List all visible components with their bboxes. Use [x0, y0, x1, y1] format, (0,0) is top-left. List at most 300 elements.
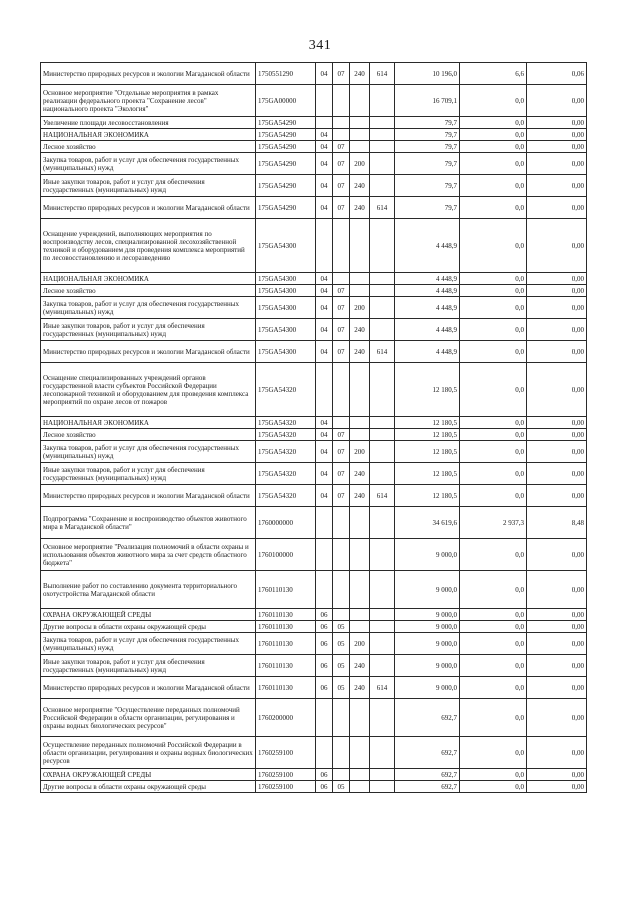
target-article-code: 175GA54300 [256, 219, 316, 273]
subsection-code: 07 [333, 297, 350, 319]
target-article-code: 1760110130 [256, 677, 316, 699]
section-code: 04 [316, 463, 333, 485]
item-name: Закупка товаров, работ и услуг для обеспечения государственных (муниципальных) нужд [41, 441, 256, 463]
table-row [41, 633, 587, 655]
expense-type-code: 240 [350, 677, 370, 699]
item-name: Закупка товаров, работ и услуг для обеспечения государственных (муниципальных) нужд [41, 297, 256, 319]
subsection-code [333, 507, 350, 539]
item-name: НАЦИОНАЛЬНАЯ ЭКОНОМИКА [41, 129, 256, 141]
executed-amount: 0,0 [460, 197, 527, 219]
executed-amount: 0,0 [460, 781, 527, 793]
item-name: Оснащение специализированных учреждений органов государственной власти субъектов Российской Федерации лесопожарной техникой и оборудованием для проведения комплекса мероприятий по охране лесов от пожаров [41, 363, 256, 417]
expense-type-code: 240 [350, 341, 370, 363]
approved-amount: 4 448,9 [395, 273, 460, 285]
subsection-code [333, 219, 350, 273]
item-name: Увеличение площади лесовосстановления [41, 117, 256, 129]
subsection-code [333, 609, 350, 621]
subsection-code: 05 [333, 621, 350, 633]
target-article-code: 1760000000 [256, 507, 316, 539]
ministry-code [370, 117, 395, 129]
execution-percent: 0,00 [527, 769, 587, 781]
executed-amount: 0,0 [460, 609, 527, 621]
target-article-code: 175GA54320 [256, 463, 316, 485]
table-row [41, 621, 587, 633]
execution-percent: 0,00 [527, 737, 587, 769]
execution-percent: 0,00 [527, 341, 587, 363]
subsection-code [333, 363, 350, 417]
ministry-code [370, 507, 395, 539]
target-article-code: 175GA54290 [256, 197, 316, 219]
target-article-code: 175GA54320 [256, 363, 316, 417]
execution-percent: 0,00 [527, 297, 587, 319]
section-code [316, 571, 333, 609]
table-row [41, 539, 587, 571]
table-row [41, 781, 587, 793]
section-code [316, 699, 333, 737]
expense-type-code [350, 141, 370, 153]
expense-type-code: 240 [350, 463, 370, 485]
ministry-code [370, 655, 395, 677]
target-article-code: 175GA54290 [256, 141, 316, 153]
ministry-code [370, 609, 395, 621]
expense-type-code [350, 129, 370, 141]
section-code: 06 [316, 655, 333, 677]
approved-amount: 4 448,9 [395, 341, 460, 363]
execution-percent: 8,48 [527, 507, 587, 539]
section-code [316, 507, 333, 539]
executed-amount: 0,0 [460, 175, 527, 197]
executed-amount: 0,0 [460, 655, 527, 677]
item-name: Подпрограмма "Сохранение и воспроизводство объектов животного мира в Магаданской области" [41, 507, 256, 539]
execution-percent: 0,00 [527, 633, 587, 655]
approved-amount: 692,7 [395, 781, 460, 793]
approved-amount: 79,7 [395, 175, 460, 197]
target-article-code: 1760110130 [256, 655, 316, 677]
ministry-code: 614 [370, 485, 395, 507]
table-row [41, 677, 587, 699]
ministry-code [370, 129, 395, 141]
ministry-code [370, 175, 395, 197]
section-code: 04 [316, 429, 333, 441]
expense-type-code [350, 85, 370, 117]
target-article-code: 175GA54290 [256, 129, 316, 141]
approved-amount: 692,7 [395, 699, 460, 737]
approved-amount: 4 448,9 [395, 219, 460, 273]
ministry-code [370, 85, 395, 117]
table-row [41, 141, 587, 153]
approved-amount: 79,7 [395, 141, 460, 153]
subsection-code [333, 769, 350, 781]
executed-amount: 0,0 [460, 273, 527, 285]
ministry-code [370, 441, 395, 463]
target-article-code: 175GA54300 [256, 341, 316, 363]
expense-type-code: 240 [350, 485, 370, 507]
approved-amount: 79,7 [395, 129, 460, 141]
approved-amount: 692,7 [395, 737, 460, 769]
execution-percent: 0,00 [527, 141, 587, 153]
approved-amount: 34 619,6 [395, 507, 460, 539]
ministry-code [370, 363, 395, 417]
target-article-code: 1750551290 [256, 63, 316, 85]
subsection-code: 05 [333, 633, 350, 655]
table-row [41, 175, 587, 197]
execution-percent: 0,00 [527, 363, 587, 417]
executed-amount: 0,0 [460, 319, 527, 341]
approved-amount: 79,7 [395, 197, 460, 219]
section-code: 04 [316, 485, 333, 507]
section-code [316, 85, 333, 117]
expense-type-code [350, 571, 370, 609]
section-code [316, 363, 333, 417]
ministry-code [370, 153, 395, 175]
subsection-code: 05 [333, 781, 350, 793]
subsection-code: 07 [333, 429, 350, 441]
table-row [41, 507, 587, 539]
expense-type-code [350, 507, 370, 539]
approved-amount: 10 196,0 [395, 63, 460, 85]
target-article-code: 175GA54300 [256, 297, 316, 319]
executed-amount: 0,0 [460, 737, 527, 769]
expense-type-code: 240 [350, 175, 370, 197]
executed-amount: 0,0 [460, 341, 527, 363]
item-name: НАЦИОНАЛЬНАЯ ЭКОНОМИКА [41, 273, 256, 285]
ministry-code [370, 219, 395, 273]
item-name: ОХРАНА ОКРУЖАЮЩЕЙ СРЕДЫ [41, 609, 256, 621]
ministry-code: 614 [370, 341, 395, 363]
approved-amount: 12 180,5 [395, 485, 460, 507]
approved-amount: 9 000,0 [395, 539, 460, 571]
expense-type-code [350, 363, 370, 417]
table-row [41, 219, 587, 273]
target-article-code: 1760200000 [256, 699, 316, 737]
execution-percent: 0,00 [527, 219, 587, 273]
section-code: 04 [316, 417, 333, 429]
approved-amount: 12 180,5 [395, 441, 460, 463]
ministry-code [370, 297, 395, 319]
item-name: Иные закупки товаров, работ и услуг для обеспечения государственных (муниципальных) нужд [41, 655, 256, 677]
expense-type-code: 240 [350, 655, 370, 677]
target-article-code: 1760110130 [256, 633, 316, 655]
subsection-code: 07 [333, 441, 350, 463]
executed-amount: 0,0 [460, 463, 527, 485]
item-name: Министерство природных ресурсов и экологии Магаданской области [41, 677, 256, 699]
target-article-code: 175GA54320 [256, 429, 316, 441]
subsection-code [333, 737, 350, 769]
ministry-code [370, 699, 395, 737]
item-name: Другие вопросы в области охраны окружающей среды [41, 781, 256, 793]
execution-percent: 0,00 [527, 621, 587, 633]
subsection-code: 05 [333, 677, 350, 699]
executed-amount: 0,0 [460, 153, 527, 175]
execution-percent: 0,00 [527, 539, 587, 571]
ministry-code [370, 621, 395, 633]
item-name: Министерство природных ресурсов и экологии Магаданской области [41, 485, 256, 507]
approved-amount: 12 180,5 [395, 363, 460, 417]
approved-amount: 79,7 [395, 117, 460, 129]
execution-percent: 0,00 [527, 655, 587, 677]
table-row [41, 769, 587, 781]
subsection-code: 07 [333, 285, 350, 297]
execution-percent: 0,00 [527, 273, 587, 285]
expense-type-code [350, 621, 370, 633]
section-code: 04 [316, 297, 333, 319]
table-row [41, 63, 587, 85]
table-row [41, 417, 587, 429]
target-article-code: 175GA54290 [256, 175, 316, 197]
ministry-code [370, 417, 395, 429]
expense-type-code [350, 429, 370, 441]
executed-amount: 0,0 [460, 677, 527, 699]
table-row [41, 129, 587, 141]
item-name: Закупка товаров, работ и услуг для обеспечения государственных (муниципальных) нужд [41, 153, 256, 175]
expense-type-code [350, 699, 370, 737]
table-row [41, 363, 587, 417]
target-article-code: 175GA54300 [256, 319, 316, 341]
budget-table [40, 62, 587, 793]
ministry-code [370, 273, 395, 285]
target-article-code: 1760110130 [256, 571, 316, 609]
table-row [41, 85, 587, 117]
approved-amount: 12 180,5 [395, 463, 460, 485]
target-article-code: 1760100000 [256, 539, 316, 571]
subsection-code: 07 [333, 463, 350, 485]
executed-amount: 0,0 [460, 571, 527, 609]
section-code: 04 [316, 129, 333, 141]
executed-amount: 0,0 [460, 85, 527, 117]
table-row [41, 117, 587, 129]
section-code [316, 737, 333, 769]
item-name: Выполнение работ по составлению документа территориального охотустройства Магаданской области [41, 571, 256, 609]
item-name: ОХРАНА ОКРУЖАЮЩЕЙ СРЕДЫ [41, 769, 256, 781]
expense-type-code: 200 [350, 297, 370, 319]
table-row [41, 655, 587, 677]
expense-type-code [350, 539, 370, 571]
execution-percent: 0,00 [527, 417, 587, 429]
subsection-code: 05 [333, 655, 350, 677]
executed-amount: 0,0 [460, 141, 527, 153]
approved-amount: 16 709,1 [395, 85, 460, 117]
ministry-code: 614 [370, 677, 395, 699]
item-name: Иные закупки товаров, работ и услуг для обеспечения государственных (муниципальных) нужд [41, 175, 256, 197]
item-name: Иные закупки товаров, работ и услуг для обеспечения государственных (муниципальных) нужд [41, 463, 256, 485]
target-article-code: 1760110130 [256, 609, 316, 621]
item-name: Другие вопросы в области охраны окружающей среды [41, 621, 256, 633]
ministry-code: 614 [370, 63, 395, 85]
expense-type-code: 200 [350, 633, 370, 655]
subsection-code [333, 699, 350, 737]
approved-amount: 12 180,5 [395, 417, 460, 429]
target-article-code: 175GA54320 [256, 417, 316, 429]
subsection-code [333, 539, 350, 571]
subsection-code: 07 [333, 319, 350, 341]
item-name: НАЦИОНАЛЬНАЯ ЭКОНОМИКА [41, 417, 256, 429]
subsection-code: 07 [333, 485, 350, 507]
page-number: 341 [308, 38, 332, 53]
subsection-code [333, 117, 350, 129]
target-article-code: 1760259100 [256, 769, 316, 781]
executed-amount: 2 937,3 [460, 507, 527, 539]
ministry-code [370, 141, 395, 153]
table-row [41, 297, 587, 319]
execution-percent: 0,00 [527, 677, 587, 699]
target-article-code: 175GA00000 [256, 85, 316, 117]
section-code [316, 117, 333, 129]
ministry-code [370, 633, 395, 655]
section-code: 06 [316, 609, 333, 621]
target-article-code: 175GA54320 [256, 485, 316, 507]
table-row [41, 699, 587, 737]
expense-type-code: 200 [350, 441, 370, 463]
ministry-code [370, 571, 395, 609]
table-row [41, 197, 587, 219]
table-row [41, 285, 587, 297]
approved-amount: 4 448,9 [395, 297, 460, 319]
approved-amount: 4 448,9 [395, 285, 460, 297]
expense-type-code: 200 [350, 153, 370, 175]
table-row [41, 737, 587, 769]
target-article-code: 1760259100 [256, 737, 316, 769]
ministry-code [370, 781, 395, 793]
target-article-code: 175GA54300 [256, 273, 316, 285]
section-code [316, 219, 333, 273]
execution-percent: 0,00 [527, 699, 587, 737]
expense-type-code [350, 769, 370, 781]
subsection-code [333, 85, 350, 117]
table-row [41, 441, 587, 463]
expense-type-code [350, 417, 370, 429]
section-code [316, 539, 333, 571]
execution-percent: 0,00 [527, 609, 587, 621]
expense-type-code [350, 781, 370, 793]
expense-type-code [350, 285, 370, 297]
section-code: 04 [316, 285, 333, 297]
section-code: 04 [316, 319, 333, 341]
execution-percent: 0,00 [527, 175, 587, 197]
subsection-code [333, 129, 350, 141]
execution-percent: 0,00 [527, 117, 587, 129]
ministry-code [370, 463, 395, 485]
executed-amount: 6,6 [460, 63, 527, 85]
item-name: Министерство природных ресурсов и экологии Магаданской области [41, 341, 256, 363]
subsection-code: 07 [333, 63, 350, 85]
section-code: 04 [316, 175, 333, 197]
target-article-code: 175GA54290 [256, 153, 316, 175]
execution-percent: 0,00 [527, 441, 587, 463]
execution-percent: 0,00 [527, 153, 587, 175]
section-code: 06 [316, 769, 333, 781]
executed-amount: 0,0 [460, 363, 527, 417]
approved-amount: 692,7 [395, 769, 460, 781]
executed-amount: 0,0 [460, 539, 527, 571]
expense-type-code [350, 273, 370, 285]
item-name: Министерство природных ресурсов и экологии Магаданской области [41, 197, 256, 219]
section-code: 06 [316, 677, 333, 699]
approved-amount: 9 000,0 [395, 633, 460, 655]
ministry-code [370, 769, 395, 781]
executed-amount: 0,0 [460, 117, 527, 129]
subsection-code: 07 [333, 153, 350, 175]
item-name: Основное мероприятие "Реализация полномочий в области охраны и использования объектов животного мира за счет средств областного бюджета" [41, 539, 256, 571]
executed-amount: 0,0 [460, 417, 527, 429]
expense-type-code [350, 117, 370, 129]
table-row [41, 319, 587, 341]
approved-amount: 9 000,0 [395, 609, 460, 621]
table-row [41, 609, 587, 621]
item-name: Лесное хозяйство [41, 285, 256, 297]
execution-percent: 0,00 [527, 781, 587, 793]
subsection-code: 07 [333, 341, 350, 363]
approved-amount: 79,7 [395, 153, 460, 175]
item-name: Лесное хозяйство [41, 141, 256, 153]
approved-amount: 9 000,0 [395, 621, 460, 633]
executed-amount: 0,0 [460, 621, 527, 633]
expense-type-code [350, 219, 370, 273]
execution-percent: 0,00 [527, 85, 587, 117]
table-row [41, 571, 587, 609]
execution-percent: 0,00 [527, 571, 587, 609]
expense-type-code: 240 [350, 63, 370, 85]
execution-percent: 0,00 [527, 485, 587, 507]
section-code: 04 [316, 141, 333, 153]
section-code: 06 [316, 621, 333, 633]
table-row [41, 429, 587, 441]
executed-amount: 0,0 [460, 633, 527, 655]
approved-amount: 12 180,5 [395, 429, 460, 441]
section-code: 06 [316, 781, 333, 793]
target-article-code: 1760259100 [256, 781, 316, 793]
execution-percent: 0,00 [527, 129, 587, 141]
ministry-code [370, 429, 395, 441]
item-name: Основное мероприятие "Осуществление переданных полномочий Российской Федерации в области организации, регулирования и охраны водных биологических ресурсов" [41, 699, 256, 737]
execution-percent: 0,00 [527, 285, 587, 297]
executed-amount: 0,0 [460, 219, 527, 273]
expense-type-code: 240 [350, 197, 370, 219]
section-code: 04 [316, 441, 333, 463]
expense-type-code [350, 609, 370, 621]
subsection-code: 07 [333, 141, 350, 153]
ministry-code: 614 [370, 197, 395, 219]
section-code: 04 [316, 197, 333, 219]
target-article-code: 175GA54300 [256, 285, 316, 297]
approved-amount: 9 000,0 [395, 677, 460, 699]
ministry-code [370, 539, 395, 571]
section-code: 04 [316, 63, 333, 85]
section-code: 06 [316, 633, 333, 655]
item-name: Оснащение учреждений, выполняющих мероприятия по воспроизводству лесов, специализированной лесохозяйственной техникой и оборудованием для проведения комплекса мероприятий по лесовосстановлению и лесоразведению [41, 219, 256, 273]
table-row [41, 273, 587, 285]
ministry-code [370, 737, 395, 769]
executed-amount: 0,0 [460, 285, 527, 297]
execution-percent: 0,00 [527, 463, 587, 485]
executed-amount: 0,0 [460, 699, 527, 737]
item-name: Основное мероприятие "Отдельные мероприятия в рамках реализации федерального проекта "Сохранение лесов" национального проекта "Экология" [41, 85, 256, 117]
expense-type-code: 240 [350, 319, 370, 341]
executed-amount: 0,0 [460, 485, 527, 507]
subsection-code [333, 571, 350, 609]
section-code: 04 [316, 341, 333, 363]
item-name: Иные закупки товаров, работ и услуг для обеспечения государственных (муниципальных) нужд [41, 319, 256, 341]
executed-amount: 0,0 [460, 429, 527, 441]
ministry-code [370, 285, 395, 297]
approved-amount: 9 000,0 [395, 571, 460, 609]
target-article-code: 175GA54320 [256, 441, 316, 463]
item-name: Министерство природных ресурсов и экологии Магаданской области [41, 63, 256, 85]
executed-amount: 0,0 [460, 129, 527, 141]
expense-type-code [350, 737, 370, 769]
subsection-code: 07 [333, 175, 350, 197]
item-name: Лесное хозяйство [41, 429, 256, 441]
subsection-code [333, 273, 350, 285]
